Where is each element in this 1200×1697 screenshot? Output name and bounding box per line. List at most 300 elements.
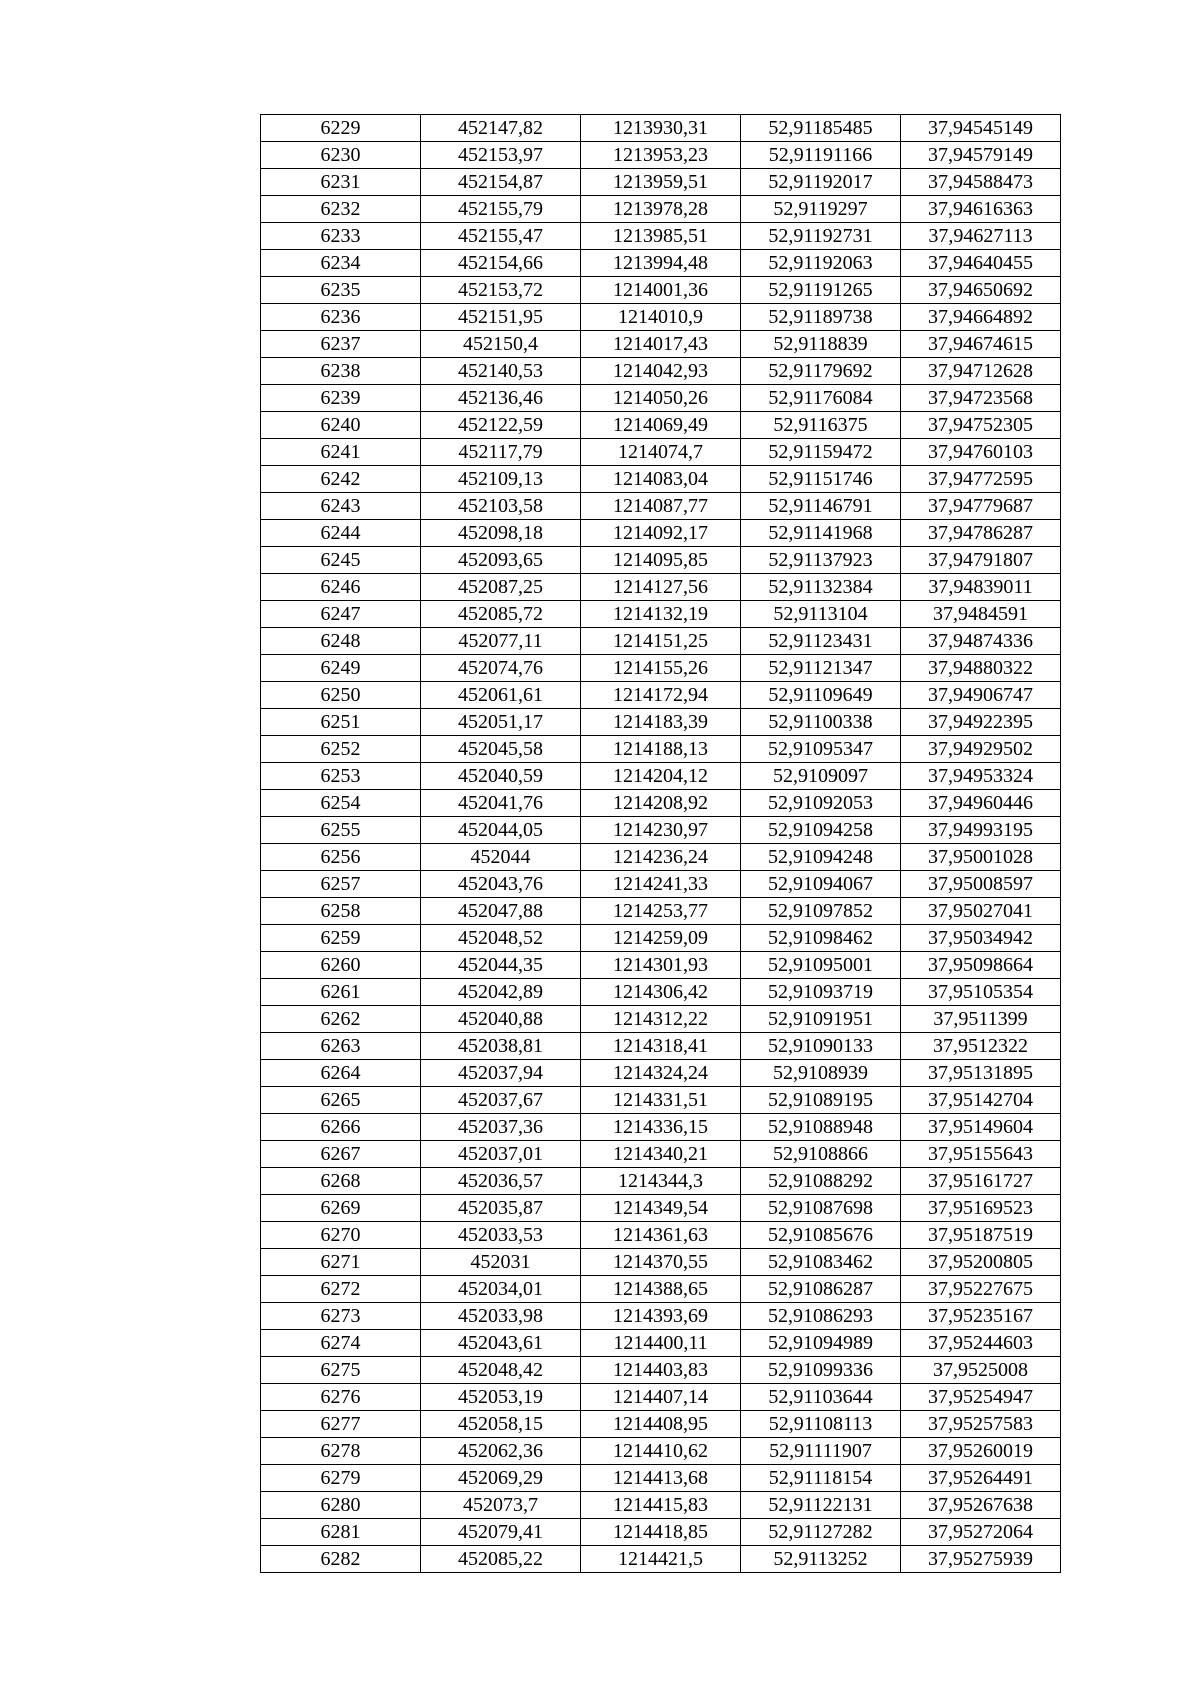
y-coordinate-cell: 1214408,95 bbox=[581, 1411, 741, 1438]
point-number-cell: 6267 bbox=[261, 1141, 421, 1168]
y-coordinate-cell: 1214370,55 bbox=[581, 1249, 741, 1276]
latitude-cell: 52,91179692 bbox=[741, 358, 901, 385]
x-coordinate-cell: 452047,88 bbox=[421, 898, 581, 925]
table-row bbox=[261, 1249, 1061, 1276]
table-row bbox=[261, 1222, 1061, 1249]
longitude-cell: 37,9512322 bbox=[901, 1033, 1061, 1060]
latitude-cell: 52,91094067 bbox=[741, 871, 901, 898]
latitude-cell: 52,91176084 bbox=[741, 385, 901, 412]
latitude-cell: 52,9109097 bbox=[741, 763, 901, 790]
point-number-cell: 6254 bbox=[261, 790, 421, 817]
x-coordinate-cell: 452151,95 bbox=[421, 304, 581, 331]
longitude-cell: 37,94674615 bbox=[901, 331, 1061, 358]
x-coordinate-cell: 452037,36 bbox=[421, 1114, 581, 1141]
table-row bbox=[261, 1411, 1061, 1438]
x-coordinate-cell: 452140,53 bbox=[421, 358, 581, 385]
point-number-cell: 6270 bbox=[261, 1222, 421, 1249]
x-coordinate-cell: 452154,66 bbox=[421, 250, 581, 277]
longitude-cell: 37,9525008 bbox=[901, 1357, 1061, 1384]
table-row bbox=[261, 1357, 1061, 1384]
table-row bbox=[261, 385, 1061, 412]
longitude-cell: 37,94579149 bbox=[901, 142, 1061, 169]
table-row bbox=[261, 628, 1061, 655]
longitude-cell: 37,94640455 bbox=[901, 250, 1061, 277]
y-coordinate-cell: 1214151,25 bbox=[581, 628, 741, 655]
latitude-cell: 52,91089195 bbox=[741, 1087, 901, 1114]
latitude-cell: 52,91192731 bbox=[741, 223, 901, 250]
y-coordinate-cell: 1214208,92 bbox=[581, 790, 741, 817]
table-row bbox=[261, 1438, 1061, 1465]
table-row bbox=[261, 817, 1061, 844]
table-row bbox=[261, 250, 1061, 277]
latitude-cell: 52,91118154 bbox=[741, 1465, 901, 1492]
longitude-cell: 37,94839011 bbox=[901, 574, 1061, 601]
x-coordinate-cell: 452147,82 bbox=[421, 115, 581, 142]
x-coordinate-cell: 452153,72 bbox=[421, 277, 581, 304]
latitude-cell: 52,91192017 bbox=[741, 169, 901, 196]
longitude-cell: 37,94752305 bbox=[901, 412, 1061, 439]
longitude-cell: 37,94960446 bbox=[901, 790, 1061, 817]
table-row bbox=[261, 898, 1061, 925]
x-coordinate-cell: 452040,88 bbox=[421, 1006, 581, 1033]
latitude-cell: 52,91094248 bbox=[741, 844, 901, 871]
point-number-cell: 6276 bbox=[261, 1384, 421, 1411]
longitude-cell: 37,94874336 bbox=[901, 628, 1061, 655]
x-coordinate-cell: 452045,58 bbox=[421, 736, 581, 763]
latitude-cell: 52,91185485 bbox=[741, 115, 901, 142]
table-row bbox=[261, 1060, 1061, 1087]
x-coordinate-cell: 452098,18 bbox=[421, 520, 581, 547]
table-row bbox=[261, 1168, 1061, 1195]
table-row bbox=[261, 412, 1061, 439]
table-row bbox=[261, 1276, 1061, 1303]
y-coordinate-cell: 1214092,17 bbox=[581, 520, 741, 547]
table-row bbox=[261, 979, 1061, 1006]
y-coordinate-cell: 1214259,09 bbox=[581, 925, 741, 952]
latitude-cell: 52,91189738 bbox=[741, 304, 901, 331]
y-coordinate-cell: 1214410,62 bbox=[581, 1438, 741, 1465]
longitude-cell: 37,95227675 bbox=[901, 1276, 1061, 1303]
latitude-cell: 52,91088292 bbox=[741, 1168, 901, 1195]
latitude-cell: 52,9108866 bbox=[741, 1141, 901, 1168]
x-coordinate-cell: 452058,15 bbox=[421, 1411, 581, 1438]
point-number-cell: 6242 bbox=[261, 466, 421, 493]
latitude-cell: 52,91093719 bbox=[741, 979, 901, 1006]
y-coordinate-cell: 1213959,51 bbox=[581, 169, 741, 196]
latitude-cell: 52,91151746 bbox=[741, 466, 901, 493]
table-row bbox=[261, 1033, 1061, 1060]
longitude-cell: 37,94906747 bbox=[901, 682, 1061, 709]
point-number-cell: 6238 bbox=[261, 358, 421, 385]
table-row bbox=[261, 223, 1061, 250]
y-coordinate-cell: 1214183,39 bbox=[581, 709, 741, 736]
x-coordinate-cell: 452093,65 bbox=[421, 547, 581, 574]
y-coordinate-cell: 1213953,23 bbox=[581, 142, 741, 169]
point-number-cell: 6250 bbox=[261, 682, 421, 709]
x-coordinate-cell: 452044,05 bbox=[421, 817, 581, 844]
point-number-cell: 6269 bbox=[261, 1195, 421, 1222]
table-row bbox=[261, 1492, 1061, 1519]
point-number-cell: 6279 bbox=[261, 1465, 421, 1492]
longitude-cell: 37,95257583 bbox=[901, 1411, 1061, 1438]
longitude-cell: 37,94650692 bbox=[901, 277, 1061, 304]
table-row bbox=[261, 601, 1061, 628]
latitude-cell: 52,91141968 bbox=[741, 520, 901, 547]
table-row bbox=[261, 331, 1061, 358]
y-coordinate-cell: 1214318,41 bbox=[581, 1033, 741, 1060]
longitude-cell: 37,95105354 bbox=[901, 979, 1061, 1006]
longitude-cell: 37,95155643 bbox=[901, 1141, 1061, 1168]
longitude-cell: 37,95260019 bbox=[901, 1438, 1061, 1465]
x-coordinate-cell: 452109,13 bbox=[421, 466, 581, 493]
y-coordinate-cell: 1214388,65 bbox=[581, 1276, 741, 1303]
y-coordinate-cell: 1214324,24 bbox=[581, 1060, 741, 1087]
y-coordinate-cell: 1213978,28 bbox=[581, 196, 741, 223]
y-coordinate-cell: 1214010,9 bbox=[581, 304, 741, 331]
point-number-cell: 6245 bbox=[261, 547, 421, 574]
x-coordinate-cell: 452048,42 bbox=[421, 1357, 581, 1384]
y-coordinate-cell: 1214407,14 bbox=[581, 1384, 741, 1411]
x-coordinate-cell: 452048,52 bbox=[421, 925, 581, 952]
y-coordinate-cell: 1214230,97 bbox=[581, 817, 741, 844]
longitude-cell: 37,94929502 bbox=[901, 736, 1061, 763]
longitude-cell: 37,94993195 bbox=[901, 817, 1061, 844]
x-coordinate-cell: 452051,17 bbox=[421, 709, 581, 736]
latitude-cell: 52,9119297 bbox=[741, 196, 901, 223]
point-number-cell: 6249 bbox=[261, 655, 421, 682]
longitude-cell: 37,95254947 bbox=[901, 1384, 1061, 1411]
table-row bbox=[261, 115, 1061, 142]
point-number-cell: 6256 bbox=[261, 844, 421, 871]
longitude-cell: 37,9511399 bbox=[901, 1006, 1061, 1033]
latitude-cell: 52,91094989 bbox=[741, 1330, 901, 1357]
table-row bbox=[261, 574, 1061, 601]
y-coordinate-cell: 1214312,22 bbox=[581, 1006, 741, 1033]
longitude-cell: 37,9484591 bbox=[901, 601, 1061, 628]
x-coordinate-cell: 452061,61 bbox=[421, 682, 581, 709]
longitude-cell: 37,94627113 bbox=[901, 223, 1061, 250]
latitude-cell: 52,91086287 bbox=[741, 1276, 901, 1303]
latitude-cell: 52,91099336 bbox=[741, 1357, 901, 1384]
x-coordinate-cell: 452154,87 bbox=[421, 169, 581, 196]
latitude-cell: 52,91122131 bbox=[741, 1492, 901, 1519]
y-coordinate-cell: 1214400,11 bbox=[581, 1330, 741, 1357]
latitude-cell: 52,91095347 bbox=[741, 736, 901, 763]
latitude-cell: 52,91091951 bbox=[741, 1006, 901, 1033]
latitude-cell: 52,91109649 bbox=[741, 682, 901, 709]
latitude-cell: 52,91083462 bbox=[741, 1249, 901, 1276]
latitude-cell: 52,91127282 bbox=[741, 1519, 901, 1546]
point-number-cell: 6253 bbox=[261, 763, 421, 790]
x-coordinate-cell: 452073,7 bbox=[421, 1492, 581, 1519]
point-number-cell: 6244 bbox=[261, 520, 421, 547]
y-coordinate-cell: 1214001,36 bbox=[581, 277, 741, 304]
table-row bbox=[261, 1330, 1061, 1357]
y-coordinate-cell: 1214340,21 bbox=[581, 1141, 741, 1168]
x-coordinate-cell: 452087,25 bbox=[421, 574, 581, 601]
latitude-cell: 52,91132384 bbox=[741, 574, 901, 601]
y-coordinate-cell: 1214204,12 bbox=[581, 763, 741, 790]
x-coordinate-cell: 452044 bbox=[421, 844, 581, 871]
point-number-cell: 6251 bbox=[261, 709, 421, 736]
point-number-cell: 6277 bbox=[261, 1411, 421, 1438]
point-number-cell: 6234 bbox=[261, 250, 421, 277]
x-coordinate-cell: 452069,29 bbox=[421, 1465, 581, 1492]
latitude-cell: 52,91090133 bbox=[741, 1033, 901, 1060]
x-coordinate-cell: 452034,01 bbox=[421, 1276, 581, 1303]
table-row bbox=[261, 142, 1061, 169]
x-coordinate-cell: 452062,36 bbox=[421, 1438, 581, 1465]
table-row bbox=[261, 1384, 1061, 1411]
point-number-cell: 6264 bbox=[261, 1060, 421, 1087]
coordinates-table bbox=[260, 114, 1061, 1573]
table-row bbox=[261, 709, 1061, 736]
longitude-cell: 37,95187519 bbox=[901, 1222, 1061, 1249]
longitude-cell: 37,95161727 bbox=[901, 1168, 1061, 1195]
point-number-cell: 6233 bbox=[261, 223, 421, 250]
table-row bbox=[261, 277, 1061, 304]
x-coordinate-cell: 452033,98 bbox=[421, 1303, 581, 1330]
y-coordinate-cell: 1214344,3 bbox=[581, 1168, 741, 1195]
x-coordinate-cell: 452122,59 bbox=[421, 412, 581, 439]
point-number-cell: 6230 bbox=[261, 142, 421, 169]
table-row bbox=[261, 1141, 1061, 1168]
table-row bbox=[261, 1519, 1061, 1546]
y-coordinate-cell: 1214017,43 bbox=[581, 331, 741, 358]
y-coordinate-cell: 1214188,13 bbox=[581, 736, 741, 763]
point-number-cell: 6262 bbox=[261, 1006, 421, 1033]
y-coordinate-cell: 1214172,94 bbox=[581, 682, 741, 709]
table-row bbox=[261, 682, 1061, 709]
latitude-cell: 52,91191265 bbox=[741, 277, 901, 304]
coordinates-table-body bbox=[261, 115, 1061, 1573]
point-number-cell: 6282 bbox=[261, 1546, 421, 1573]
y-coordinate-cell: 1214069,49 bbox=[581, 412, 741, 439]
latitude-cell: 52,91097852 bbox=[741, 898, 901, 925]
longitude-cell: 37,95008597 bbox=[901, 871, 1061, 898]
table-row bbox=[261, 655, 1061, 682]
point-number-cell: 6281 bbox=[261, 1519, 421, 1546]
latitude-cell: 52,91111907 bbox=[741, 1438, 901, 1465]
latitude-cell: 52,91191166 bbox=[741, 142, 901, 169]
table-row bbox=[261, 1195, 1061, 1222]
point-number-cell: 6248 bbox=[261, 628, 421, 655]
latitude-cell: 52,91100338 bbox=[741, 709, 901, 736]
longitude-cell: 37,94953324 bbox=[901, 763, 1061, 790]
point-number-cell: 6278 bbox=[261, 1438, 421, 1465]
x-coordinate-cell: 452043,61 bbox=[421, 1330, 581, 1357]
x-coordinate-cell: 452031 bbox=[421, 1249, 581, 1276]
x-coordinate-cell: 452117,79 bbox=[421, 439, 581, 466]
x-coordinate-cell: 452033,53 bbox=[421, 1222, 581, 1249]
table-row bbox=[261, 169, 1061, 196]
y-coordinate-cell: 1214403,83 bbox=[581, 1357, 741, 1384]
longitude-cell: 37,95264491 bbox=[901, 1465, 1061, 1492]
point-number-cell: 6258 bbox=[261, 898, 421, 925]
point-number-cell: 6259 bbox=[261, 925, 421, 952]
y-coordinate-cell: 1214127,56 bbox=[581, 574, 741, 601]
y-coordinate-cell: 1214418,85 bbox=[581, 1519, 741, 1546]
table-row bbox=[261, 196, 1061, 223]
y-coordinate-cell: 1214050,26 bbox=[581, 385, 741, 412]
longitude-cell: 37,94712628 bbox=[901, 358, 1061, 385]
longitude-cell: 37,95142704 bbox=[901, 1087, 1061, 1114]
y-coordinate-cell: 1214241,33 bbox=[581, 871, 741, 898]
y-coordinate-cell: 1214132,19 bbox=[581, 601, 741, 628]
point-number-cell: 6235 bbox=[261, 277, 421, 304]
x-coordinate-cell: 452037,67 bbox=[421, 1087, 581, 1114]
y-coordinate-cell: 1214236,24 bbox=[581, 844, 741, 871]
point-number-cell: 6236 bbox=[261, 304, 421, 331]
longitude-cell: 37,95034942 bbox=[901, 925, 1061, 952]
latitude-cell: 52,91137923 bbox=[741, 547, 901, 574]
longitude-cell: 37,94779687 bbox=[901, 493, 1061, 520]
longitude-cell: 37,94772595 bbox=[901, 466, 1061, 493]
longitude-cell: 37,94545149 bbox=[901, 115, 1061, 142]
point-number-cell: 6273 bbox=[261, 1303, 421, 1330]
table-row bbox=[261, 1114, 1061, 1141]
longitude-cell: 37,95235167 bbox=[901, 1303, 1061, 1330]
x-coordinate-cell: 452085,72 bbox=[421, 601, 581, 628]
y-coordinate-cell: 1214301,93 bbox=[581, 952, 741, 979]
y-coordinate-cell: 1214253,77 bbox=[581, 898, 741, 925]
y-coordinate-cell: 1214095,85 bbox=[581, 547, 741, 574]
point-number-cell: 6260 bbox=[261, 952, 421, 979]
point-number-cell: 6237 bbox=[261, 331, 421, 358]
x-coordinate-cell: 452035,87 bbox=[421, 1195, 581, 1222]
point-number-cell: 6265 bbox=[261, 1087, 421, 1114]
latitude-cell: 52,91146791 bbox=[741, 493, 901, 520]
longitude-cell: 37,94922395 bbox=[901, 709, 1061, 736]
point-number-cell: 6240 bbox=[261, 412, 421, 439]
y-coordinate-cell: 1214336,15 bbox=[581, 1114, 741, 1141]
latitude-cell: 52,91159472 bbox=[741, 439, 901, 466]
table-row bbox=[261, 952, 1061, 979]
y-coordinate-cell: 1214421,5 bbox=[581, 1546, 741, 1573]
table-row bbox=[261, 1087, 1061, 1114]
x-coordinate-cell: 452044,35 bbox=[421, 952, 581, 979]
x-coordinate-cell: 452036,57 bbox=[421, 1168, 581, 1195]
y-coordinate-cell: 1214087,77 bbox=[581, 493, 741, 520]
x-coordinate-cell: 452074,76 bbox=[421, 655, 581, 682]
x-coordinate-cell: 452038,81 bbox=[421, 1033, 581, 1060]
latitude-cell: 52,91123431 bbox=[741, 628, 901, 655]
longitude-cell: 37,95272064 bbox=[901, 1519, 1061, 1546]
y-coordinate-cell: 1214415,83 bbox=[581, 1492, 741, 1519]
longitude-cell: 37,95098664 bbox=[901, 952, 1061, 979]
x-coordinate-cell: 452085,22 bbox=[421, 1546, 581, 1573]
latitude-cell: 52,91095001 bbox=[741, 952, 901, 979]
point-number-cell: 6272 bbox=[261, 1276, 421, 1303]
latitude-cell: 52,91087698 bbox=[741, 1195, 901, 1222]
table-row bbox=[261, 547, 1061, 574]
latitude-cell: 52,91098462 bbox=[741, 925, 901, 952]
point-number-cell: 6280 bbox=[261, 1492, 421, 1519]
y-coordinate-cell: 1214349,54 bbox=[581, 1195, 741, 1222]
latitude-cell: 52,9116375 bbox=[741, 412, 901, 439]
x-coordinate-cell: 452042,89 bbox=[421, 979, 581, 1006]
longitude-cell: 37,94791807 bbox=[901, 547, 1061, 574]
table-row bbox=[261, 493, 1061, 520]
table-row bbox=[261, 1303, 1061, 1330]
y-coordinate-cell: 1214413,68 bbox=[581, 1465, 741, 1492]
y-coordinate-cell: 1214042,93 bbox=[581, 358, 741, 385]
x-coordinate-cell: 452041,76 bbox=[421, 790, 581, 817]
point-number-cell: 6252 bbox=[261, 736, 421, 763]
x-coordinate-cell: 452053,19 bbox=[421, 1384, 581, 1411]
table-row bbox=[261, 790, 1061, 817]
x-coordinate-cell: 452155,47 bbox=[421, 223, 581, 250]
table-row bbox=[261, 763, 1061, 790]
point-number-cell: 6241 bbox=[261, 439, 421, 466]
table-row bbox=[261, 871, 1061, 898]
longitude-cell: 37,94723568 bbox=[901, 385, 1061, 412]
latitude-cell: 52,91086293 bbox=[741, 1303, 901, 1330]
latitude-cell: 52,9108939 bbox=[741, 1060, 901, 1087]
latitude-cell: 52,9113252 bbox=[741, 1546, 901, 1573]
x-coordinate-cell: 452077,11 bbox=[421, 628, 581, 655]
longitude-cell: 37,95001028 bbox=[901, 844, 1061, 871]
latitude-cell: 52,91108113 bbox=[741, 1411, 901, 1438]
longitude-cell: 37,94616363 bbox=[901, 196, 1061, 223]
x-coordinate-cell: 452103,58 bbox=[421, 493, 581, 520]
y-coordinate-cell: 1213994,48 bbox=[581, 250, 741, 277]
y-coordinate-cell: 1214306,42 bbox=[581, 979, 741, 1006]
point-number-cell: 6247 bbox=[261, 601, 421, 628]
latitude-cell: 52,91092053 bbox=[741, 790, 901, 817]
point-number-cell: 6255 bbox=[261, 817, 421, 844]
x-coordinate-cell: 452136,46 bbox=[421, 385, 581, 412]
point-number-cell: 6268 bbox=[261, 1168, 421, 1195]
table-row bbox=[261, 925, 1061, 952]
table-row bbox=[261, 466, 1061, 493]
y-coordinate-cell: 1214331,51 bbox=[581, 1087, 741, 1114]
point-number-cell: 6246 bbox=[261, 574, 421, 601]
y-coordinate-cell: 1213930,31 bbox=[581, 115, 741, 142]
longitude-cell: 37,94664892 bbox=[901, 304, 1061, 331]
table-row bbox=[261, 358, 1061, 385]
table-row bbox=[261, 1546, 1061, 1573]
longitude-cell: 37,94760103 bbox=[901, 439, 1061, 466]
point-number-cell: 6229 bbox=[261, 115, 421, 142]
point-number-cell: 6243 bbox=[261, 493, 421, 520]
y-coordinate-cell: 1214361,63 bbox=[581, 1222, 741, 1249]
y-coordinate-cell: 1214393,69 bbox=[581, 1303, 741, 1330]
longitude-cell: 37,94786287 bbox=[901, 520, 1061, 547]
longitude-cell: 37,94588473 bbox=[901, 169, 1061, 196]
longitude-cell: 37,95200805 bbox=[901, 1249, 1061, 1276]
latitude-cell: 52,9113104 bbox=[741, 601, 901, 628]
table-row bbox=[261, 844, 1061, 871]
longitude-cell: 37,94880322 bbox=[901, 655, 1061, 682]
latitude-cell: 52,91088948 bbox=[741, 1114, 901, 1141]
table-row bbox=[261, 1465, 1061, 1492]
y-coordinate-cell: 1213985,51 bbox=[581, 223, 741, 250]
x-coordinate-cell: 452155,79 bbox=[421, 196, 581, 223]
point-number-cell: 6271 bbox=[261, 1249, 421, 1276]
table-row bbox=[261, 439, 1061, 466]
x-coordinate-cell: 452040,59 bbox=[421, 763, 581, 790]
x-coordinate-cell: 452079,41 bbox=[421, 1519, 581, 1546]
point-number-cell: 6232 bbox=[261, 196, 421, 223]
table-row bbox=[261, 1006, 1061, 1033]
table-row bbox=[261, 304, 1061, 331]
point-number-cell: 6231 bbox=[261, 169, 421, 196]
x-coordinate-cell: 452150,4 bbox=[421, 331, 581, 358]
point-number-cell: 6263 bbox=[261, 1033, 421, 1060]
table-row bbox=[261, 520, 1061, 547]
x-coordinate-cell: 452153,97 bbox=[421, 142, 581, 169]
